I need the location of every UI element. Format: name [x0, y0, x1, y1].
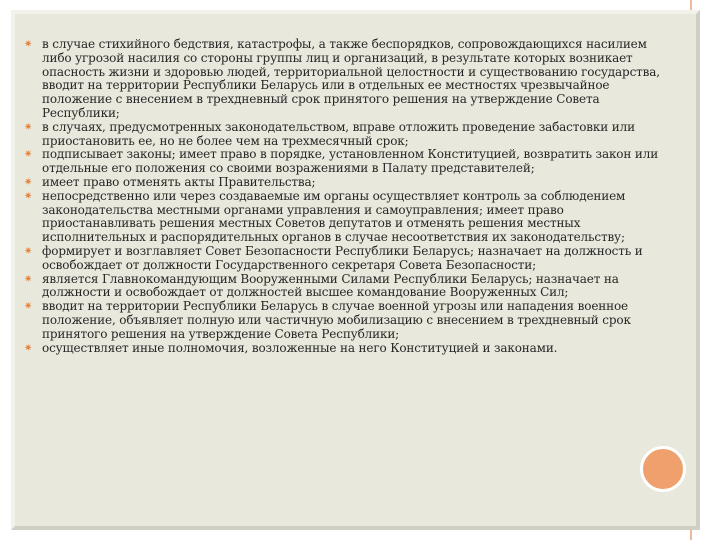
bullet-text: в случае стихийного бедствия, катастрофы, а также беспорядков, сопровождающихся насилием либо угрозой насилия со стороны группы лиц и организаций, в результате которых возникает опасность жизни и здоровью людей, территориальной целостности и существованию государства, вводит на территории Республики Беларусь или в отдельных ее местностях чрезвычайное положение с внесением в трехдневный срок принятого решения на утверждение Совета Республики; — [42, 37, 660, 120]
decorative-circle — [640, 446, 686, 492]
bullet-icon: ✷ — [24, 245, 33, 257]
list-item — [24, 176, 660, 190]
bullet-icon: ✷ — [24, 176, 33, 188]
bullet-text: имеет право отменять акты Правительства; — [42, 174, 316, 189]
bullet-icon: ✷ — [24, 342, 33, 354]
list-item — [24, 190, 660, 245]
bullet-text: непосредственно или через создаваемые им органы осуществляет контроль за соблюдением законодательства местными органами управления и самоуправления; имеет право приостанавливать решения местных Советов депутатов и отменять решения местных исполнительных и распорядительных органов в случае несоответствия их законодательству; — [42, 188, 626, 245]
bullet-icon: ✷ — [24, 301, 33, 313]
bullet-text: в случаях, предусмотренных законодательством, вправе отложить проведение забастовки или приостановить ее, но не более чем на трехмесячный срок; — [42, 119, 635, 148]
list-item — [24, 342, 660, 356]
bullet-icon: ✷ — [24, 190, 33, 202]
list-item — [24, 148, 660, 176]
list-item — [24, 245, 660, 273]
list-item — [24, 273, 660, 301]
bullet-icon: ✷ — [24, 149, 33, 161]
bullet-icon: ✷ — [24, 121, 33, 133]
bullet-text: является Главнокомандующим Вооруженными Силами Республики Беларусь; назначает на должности и освобождает от должностей высшее командование Вооруженных Сил; — [42, 271, 619, 300]
bullet-text: осуществляет иные полномочия, возложенные на него Конституцией и законами. — [42, 340, 558, 355]
bullet-icon: ✷ — [24, 39, 33, 50]
bullet-text: вводит на территории Республики Беларусь в случае военной угрозы или нападения военное положение, объявляет полную или частичную мобилизацию с внесением в трехдневный срок принятого решения на утверждение Совета Республики; — [42, 299, 631, 341]
bullet-text: формирует и возглавляет Совет Безопасности Республики Беларусь; назначает на должность и освобождает от должности Государственного секретаря Совета Безопасности; — [42, 243, 643, 272]
powers-bullet-list — [24, 38, 660, 355]
list-item — [24, 121, 660, 149]
list-item — [24, 38, 660, 121]
bullet-icon: ✷ — [24, 273, 33, 285]
list-item — [24, 300, 660, 341]
bullet-text: подписывает законы; имеет право в порядке, установленном Конституцией, возвратить закон или отдельные его положения со своими возражениями в Палату представителей; — [42, 147, 659, 176]
